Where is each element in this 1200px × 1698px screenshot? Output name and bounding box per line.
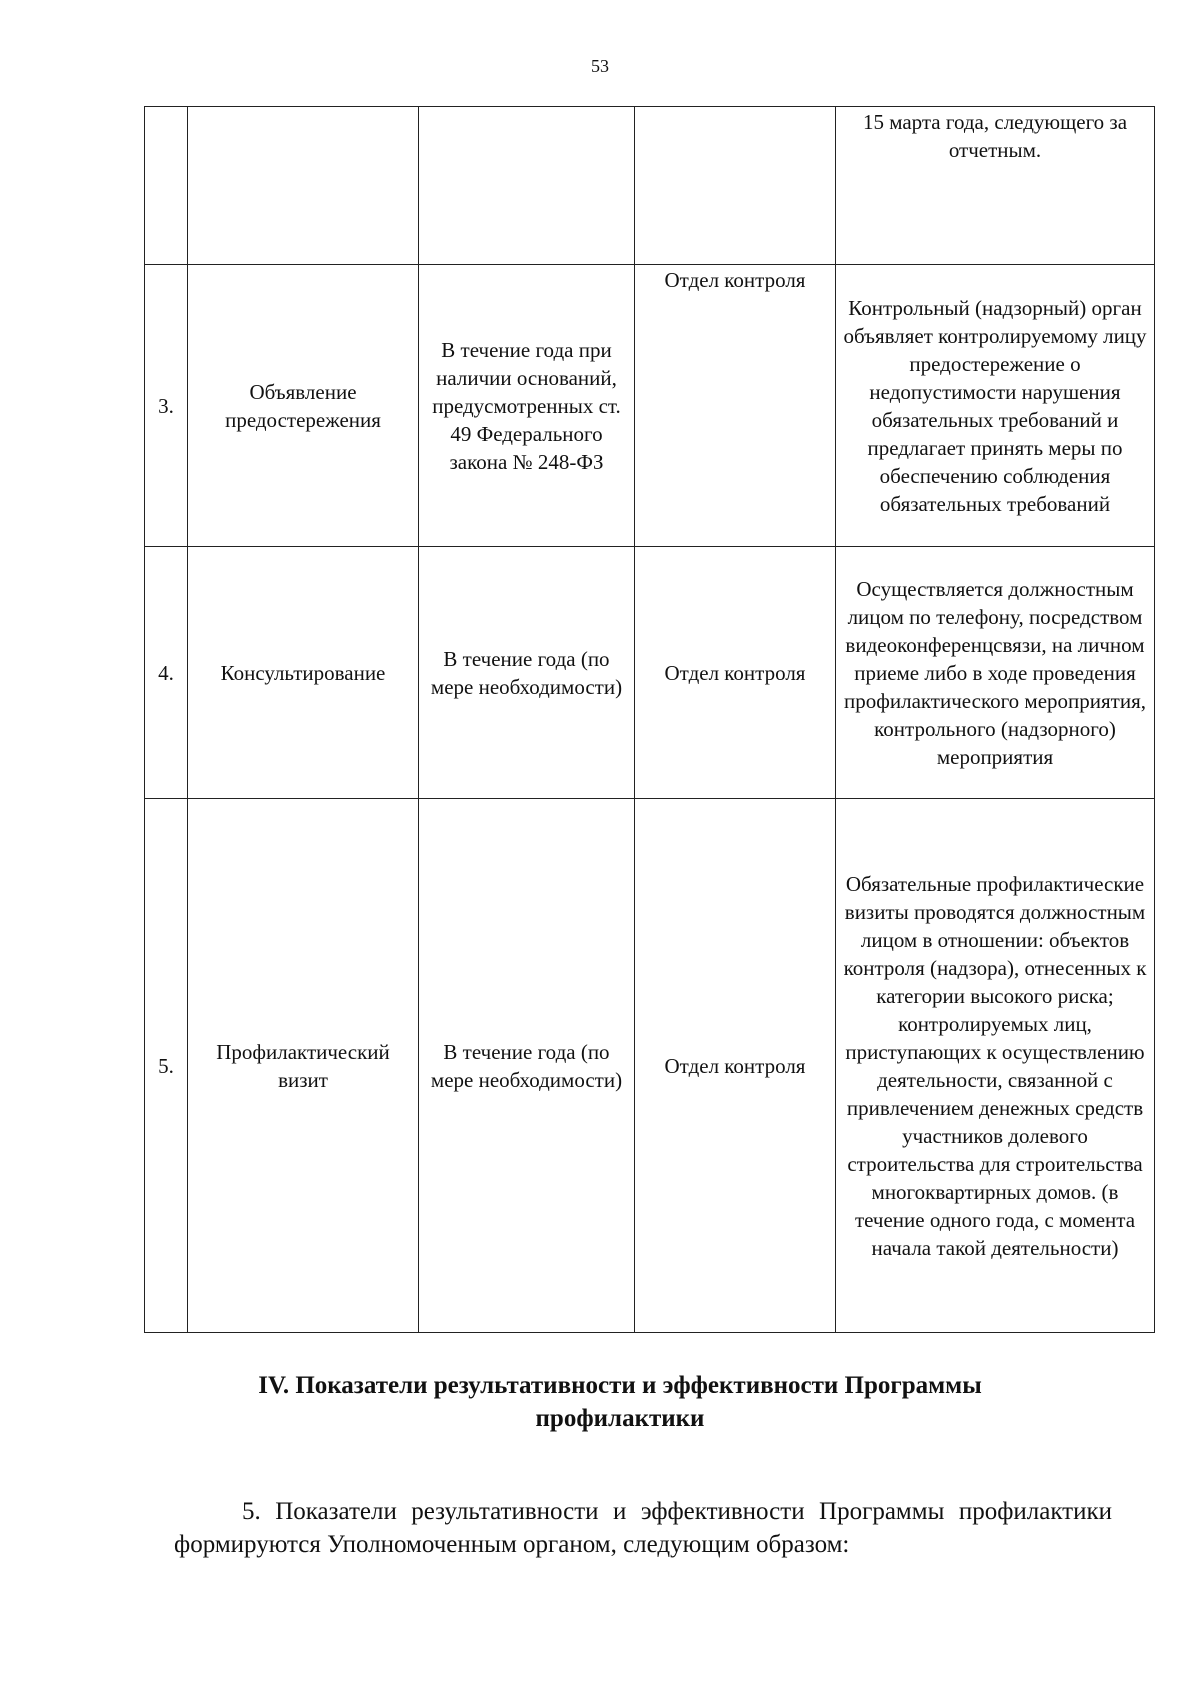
measure-term-cell: В течение года при наличии оснований, предусмотренных ст. 49 Федерального закона № 248-ФЗ <box>419 265 635 547</box>
row-number-cell: 4. <box>145 547 188 799</box>
row-number-cell: 3. <box>145 265 188 547</box>
measure-name-cell: Профилактический визит <box>188 799 419 1333</box>
measure-name-cell: Консультирование <box>188 547 419 799</box>
table-row <box>145 799 1155 1333</box>
table-row <box>145 265 1155 547</box>
section-heading: IV. Показатели результативности и эффективности Программы профилактики <box>258 1372 982 1432</box>
table-row <box>145 107 1155 265</box>
responsible-cell: Отдел контроля <box>635 265 836 547</box>
table-row <box>145 547 1155 799</box>
description-cell: Контрольный (надзорный) орган объявляет контролируемому лицу предостережение о недопустимости нарушения обязательных требований и предлагает принять меры по обеспечению соблюдения обязательных требований <box>836 265 1155 547</box>
measure-term-cell: В течение года (по мере необходимости) <box>419 799 635 1333</box>
measure-name-cell: Объявление предостережения <box>188 265 419 547</box>
responsible-cell: Отдел контроля <box>635 547 836 799</box>
measure-term-cell <box>419 107 635 265</box>
prevention-measures-table <box>144 106 1155 1333</box>
row-number-cell: 5. <box>145 799 188 1333</box>
description-cell: Осуществляется должностным лицом по телефону, посредством видеоконференцсвязи, на личном приеме либо в ходе проведения профилактического мероприятия, контрольного (надзорного) мероприятия <box>836 547 1155 799</box>
description-cell: 15 марта года, следующего за отчетным. <box>836 107 1155 265</box>
responsible-cell: Отдел контроля <box>635 799 836 1333</box>
row-number-cell <box>145 107 188 265</box>
measure-term-cell: В течение года (по мере необходимости) <box>419 547 635 799</box>
responsible-cell <box>635 107 836 265</box>
page-number: 53 <box>591 56 609 76</box>
body-paragraph: 5. Показатели результативности и эффективности Программы профилактики формируются Уполномоченным органом, следующим образом: <box>174 1498 1112 1558</box>
description-cell: Обязательные профилактические визиты проводятся должностным лицом в отношении: объектов контроля (надзора), отнесенных к категории высокого риска; контролируемых лиц, приступающих к осуществлению деятельности, связанной с привлечением денежных средств участников долевого строительства для строительства многоквартирных домов. (в течение одного года, с момента начала такой деятельности) <box>836 799 1155 1333</box>
measure-name-cell <box>188 107 419 265</box>
